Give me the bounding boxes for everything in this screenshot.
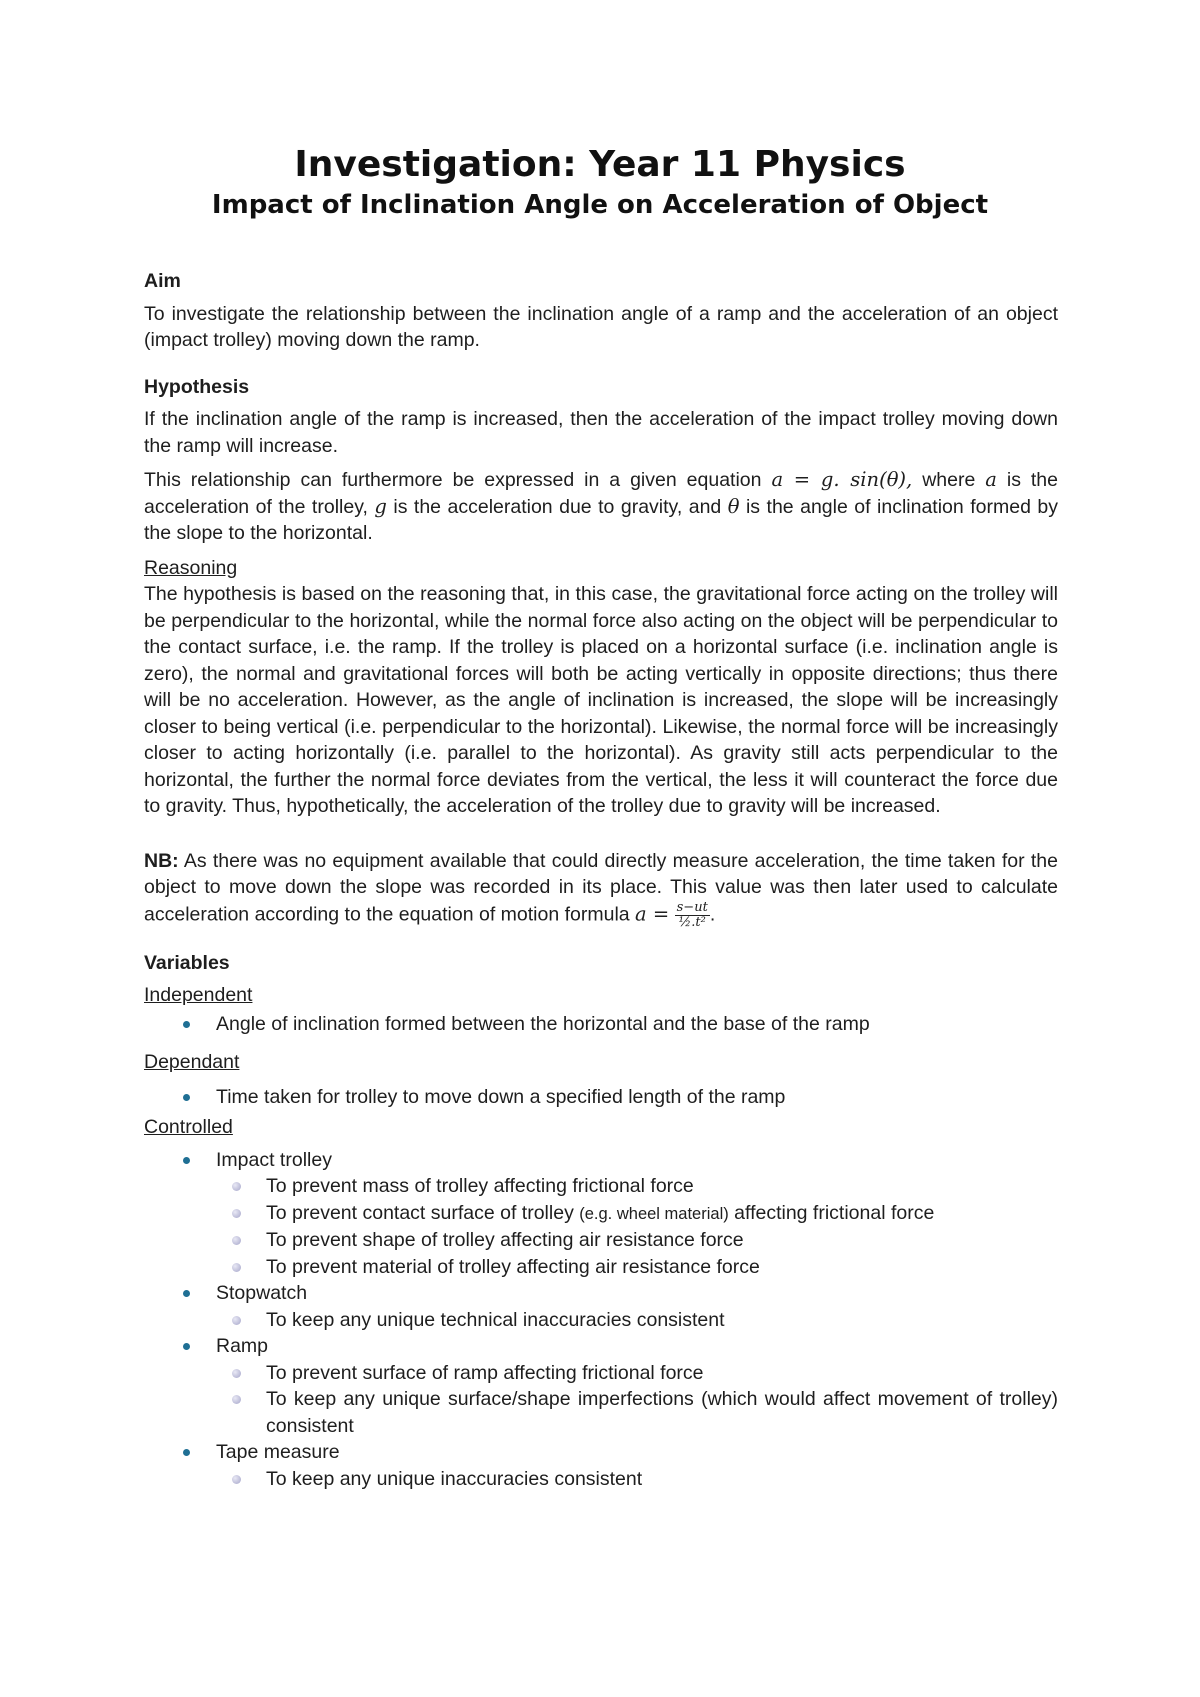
- motion-equation-fraction: [675, 901, 710, 930]
- sub-list-item: [266, 1200, 1058, 1228]
- document-body: [144, 268, 1058, 1496]
- sub-list-item: To prevent shape of trolley affecting air resistance force: [266, 1227, 1058, 1254]
- sub-list-item: To keep any unique surface/shape imperfections (which would affect movement of trolley) consistent: [266, 1386, 1058, 1439]
- sub-list-item: To prevent material of trolley affecting air resistance force: [266, 1254, 1058, 1281]
- list-item: Angle of inclination formed between the horizontal and the base of the ramp: [216, 1011, 1058, 1038]
- controlled-tape-label: Tape measure: [216, 1441, 340, 1463]
- ramp-sublist: [216, 1360, 1058, 1440]
- sub-item-text: affecting frictional force: [728, 1201, 935, 1224]
- controlled-list: [144, 1147, 1058, 1493]
- hypothesis-equation: a = g. sin(θ),: [771, 468, 913, 491]
- aim-heading: Aim: [144, 270, 181, 292]
- sub-item-note: (e.g. wheel material): [579, 1204, 729, 1223]
- variable-a: a: [985, 468, 997, 491]
- controlled-ramp-label: Ramp: [216, 1335, 269, 1357]
- hypothesis-equation-paragraph: [144, 467, 1058, 547]
- hypothesis-heading: Hypothesis: [144, 375, 250, 398]
- tape-sublist: [216, 1466, 1058, 1493]
- stopwatch-sublist: [216, 1307, 1058, 1334]
- variable-g: g: [374, 494, 387, 518]
- sub-list-item: To prevent mass of trolley affecting frictional force: [266, 1173, 1058, 1200]
- sub-list-item: To keep any unique inaccuracies consistent: [266, 1466, 1058, 1493]
- hypothesis-text: If the inclination angle of the ramp is increased, then the acceleration of the impact trolley moving down the ramp will increase.: [144, 408, 1058, 457]
- nb-text: As there was no equipment available that could directly measure acceleration, the time taken for the object to move down the slope was recorded in its place. This value was then later used to calculate acceleration according to the equation of motion formula: [144, 849, 1058, 926]
- reasoning-heading: Reasoning: [144, 556, 238, 579]
- fraction-numerator: s−ut: [676, 899, 708, 915]
- independent-heading: Independent: [144, 984, 253, 1006]
- sub-list-item: To prevent surface of ramp affecting frictional force: [266, 1360, 1058, 1387]
- page-subtitle: Impact of Inclination Angle on Acceleration of Object: [211, 190, 989, 220]
- list-item: [216, 1333, 1058, 1439]
- nb-label: NB:: [144, 849, 179, 872]
- controlled-trolley-label: Impact trolley: [216, 1148, 332, 1171]
- list-item: [216, 1439, 1058, 1492]
- independent-list: [144, 1011, 1058, 1038]
- sub-list-item: To keep any unique technical inaccuracies consistent: [266, 1307, 1058, 1334]
- nb-end: .: [709, 903, 716, 926]
- hypothesis-text-part: is the acceleration of the trolley,: [144, 469, 1058, 518]
- reasoning-text: The hypothesis is based on the reasoning that, in this case, the gravitational force acting on the trolley will be perpendicular to the horizontal, while the normal force also acting on the object will be perpendicular to the contact surface, i.e. the ramp. If the trolley is placed on a horizontal surface (i.e. inclination angle is zero), the normal and gravitational forces will both be acting vertically in opposite directions; thus there will be no acceleration. However, as the angle of inclination is increased, the slope will be increasingly closer to being vertical (i.e. perpendicular to the horizontal). Likewise, the normal force will be increasingly closer to acting horizontally (i.e. parallel to the horizontal). As gravity still acts perpendicular to the horizontal, the further the normal force deviates from the vertical, the less it will counteract the force due to gravity. Thus, hypothetically, the acceleration of the trolley due to gravity will be increased.: [144, 583, 1058, 817]
- variable-theta: θ: [727, 494, 740, 518]
- controlled-stopwatch-label: Stopwatch: [216, 1282, 308, 1304]
- list-item: [216, 1147, 1058, 1281]
- variables-heading: Variables: [144, 951, 230, 974]
- list-item: [216, 1280, 1058, 1333]
- trolley-sublist: [216, 1173, 1058, 1280]
- dependant-list: [144, 1084, 1058, 1111]
- aim-text: To investigate the relationship between the inclination angle of a ramp and the acceleration of an object (impact trolley) moving down the ramp.: [144, 302, 1058, 351]
- nb-paragraph: [144, 848, 1058, 930]
- list-item: Time taken for trolley to move down a specified length of the ramp: [216, 1084, 1058, 1111]
- hypothesis-text-part: where: [912, 469, 986, 491]
- fraction-denominator: ½.t²: [678, 914, 706, 930]
- controlled-heading: Controlled: [144, 1116, 233, 1138]
- motion-equation-lhs: a =: [635, 902, 670, 926]
- page-title: Investigation: Year 11 Physics: [294, 144, 906, 185]
- hypothesis-text-part: is the angle of inclination formed by the slope to the horizontal.: [144, 495, 1058, 544]
- hypothesis-text-part: This relationship can furthermore be expressed in a given equation: [144, 469, 772, 491]
- sub-item-text: To prevent contact surface of trolley: [266, 1201, 580, 1224]
- dependant-heading: Dependant: [144, 1051, 240, 1073]
- hypothesis-text-part: is the acceleration due to gravity, and: [386, 495, 728, 518]
